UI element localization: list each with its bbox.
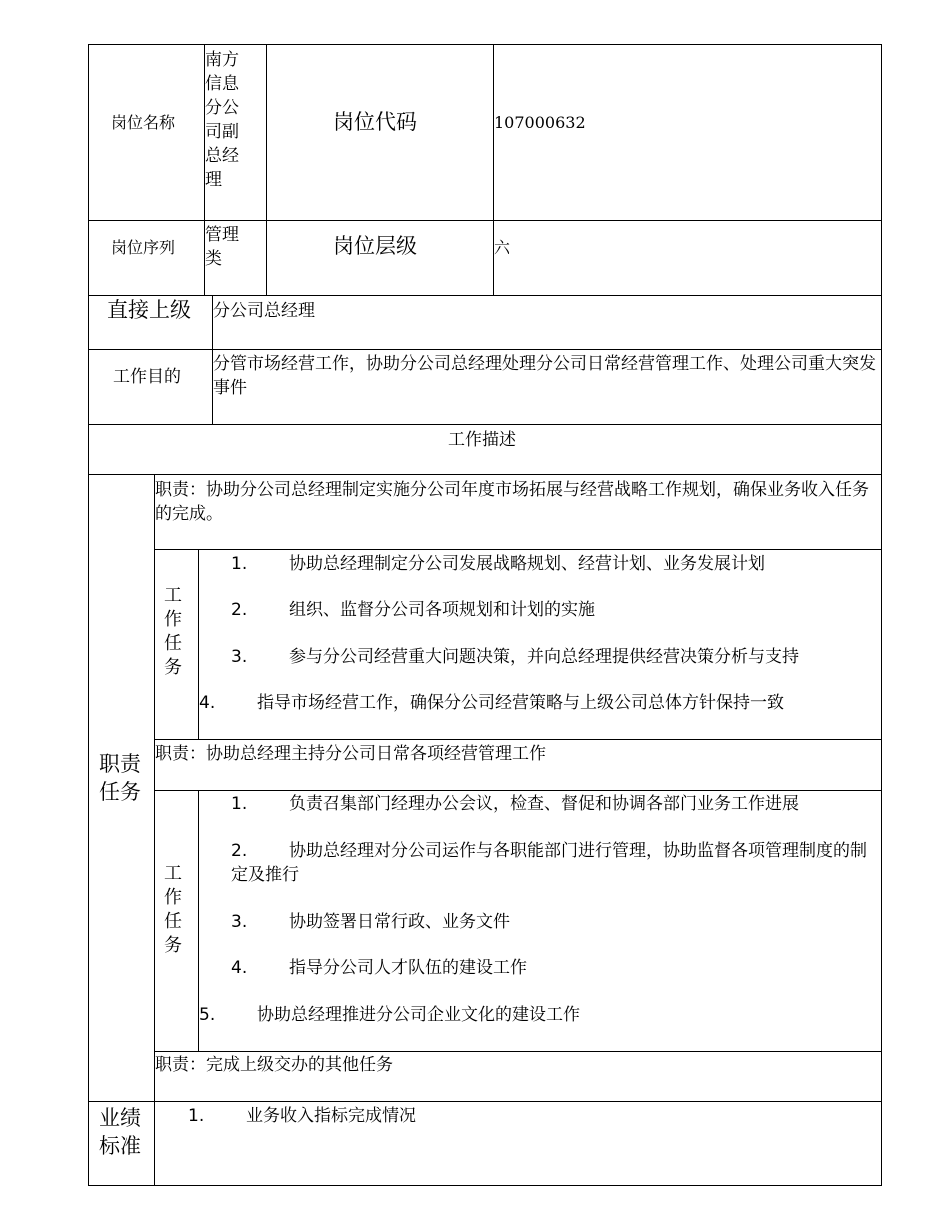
title-label: 岗位名称 (111, 113, 176, 132)
performance-label: 业绩标准 (99, 1106, 141, 1158)
superior-value: 分公司总经理 (213, 301, 315, 321)
superior-label: 直接上级 (107, 298, 191, 322)
task-text: 指导分公司人才队伍的建设工作 (289, 958, 527, 978)
task-item (231, 645, 799, 669)
task-text: 参与分公司经营重大问题决策，并向总经理提供经营决策分析与支持 (289, 647, 799, 667)
task-item (231, 598, 595, 622)
code-value: 107000632 (494, 113, 586, 132)
task-label: 工作任务 (164, 585, 182, 678)
task-item (231, 792, 799, 816)
duties-label: 职责任务 (99, 752, 141, 804)
performance-text: 业务收入指标完成情况 (246, 1106, 416, 1126)
task-label: 工作任务 (164, 863, 182, 956)
task-item (231, 910, 510, 934)
task-item (231, 552, 765, 576)
task-text: 组织、监督分公司各项规划和计划的实施 (289, 600, 595, 620)
cell-level-value (493, 220, 882, 296)
purpose-label: 工作目的 (113, 367, 181, 387)
duty-text: 职责：协助总经理主持分公司日常各项经营管理工作 (155, 744, 546, 764)
task-item (199, 691, 784, 715)
task-num: 4. (199, 693, 216, 713)
task-item (231, 956, 527, 980)
level-label: 岗位层级 (333, 234, 417, 258)
performance-num: 1. (188, 1106, 205, 1126)
task-text: 协助总经理推进分公司企业文化的建设工作 (257, 1005, 580, 1025)
task-text: 协助总经理制定分公司发展战略规划、经营计划、业务发展计划 (289, 554, 765, 574)
task-item (231, 839, 876, 887)
task-text: 负责召集部门经理办公会议，检查、督促和协调各部门业务工作进展 (289, 794, 799, 814)
description-title: 工作描述 (448, 430, 516, 450)
task-text: 协助签署日常行政、业务文件 (289, 912, 510, 932)
task-num: 4. (231, 958, 248, 978)
task-num: 3. (231, 912, 248, 932)
title-value: 南方信息分公司副总经理 (205, 50, 239, 190)
series-value: 管理类 (205, 225, 239, 269)
task-text: 协助总经理对分公司运作与各职能部门进行管理，协助监督各项管理制度的制定及推行 (231, 841, 867, 885)
task-num: 2. (231, 600, 248, 620)
purpose-value: 分管市场经营工作，协助分公司总经理处理分公司日常经营管理工作、处理公司重大突发事件 (213, 354, 876, 398)
task-num: 2. (231, 841, 248, 861)
task-text: 指导市场经营工作，确保分公司经营策略与上级公司总体方针保持一致 (257, 693, 784, 713)
task-num: 3. (231, 647, 248, 667)
duty-text: 职责：完成上级交办的其他任务 (155, 1055, 393, 1075)
code-label: 岗位代码 (333, 110, 417, 134)
series-label: 岗位序列 (111, 238, 176, 257)
task-num: 1. (231, 794, 248, 814)
task-num: 1. (231, 554, 248, 574)
task-item (199, 1003, 580, 1027)
duty-text: 职责：协助分公司总经理制定实施分公司年度市场拓展与经营战略工作规划，确保业务收入任务的完成。 (155, 480, 869, 524)
task-num: 5. (199, 1005, 216, 1025)
performance-item (188, 1104, 416, 1128)
cell-level-label (266, 220, 494, 296)
level-value: 六 (494, 238, 511, 257)
